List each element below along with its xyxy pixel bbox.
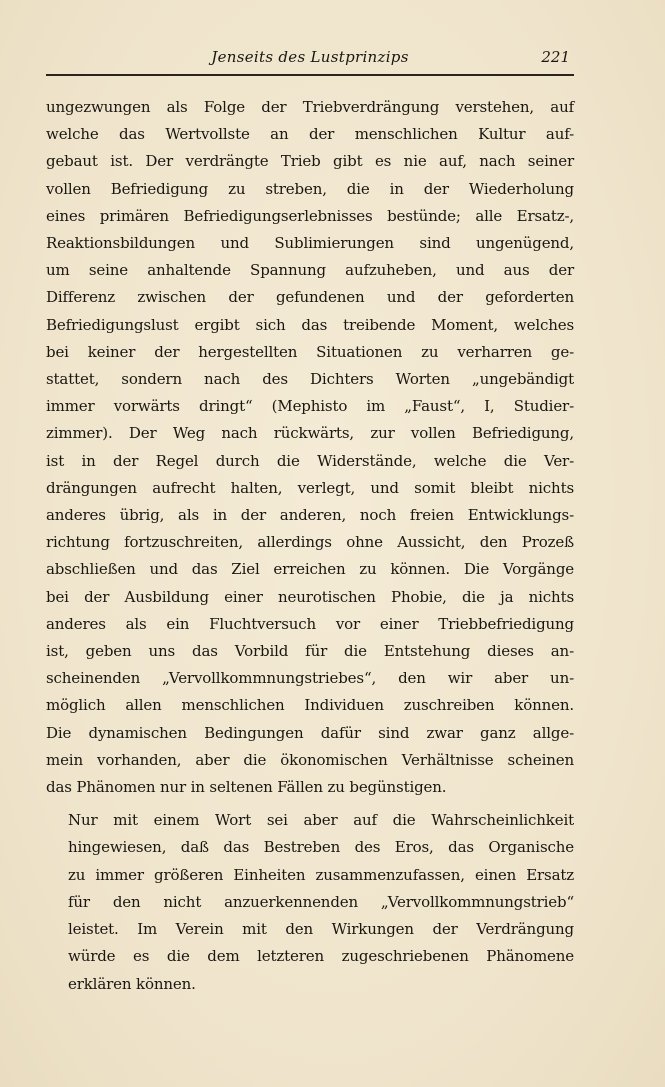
text-line: mein vorhanden, aber die ökonomischen Verhältnisse scheinen — [46, 750, 574, 769]
text-line: immer vorwärts dringt“ (Mephisto im „Faust“, I, Studier- — [46, 397, 574, 416]
running-title: Jenseits des Lustprinzips — [211, 48, 409, 66]
text-line: richtung fortzuschreiten, allerdings ohne Aussicht, den Prozeß — [46, 533, 574, 552]
text-line: leistet. Im Verein mit den Wirkungen der Verdrängung — [68, 920, 574, 939]
text-line: das Phänomen nur in seltenen Fällen zu begünstigen. — [46, 778, 447, 797]
text-line: anderes als ein Fluchtversuch vor einer Triebbefriedigung — [46, 614, 574, 633]
text-line: welche das Wertvollste an der menschlichen Kultur auf- — [46, 125, 574, 144]
body-text — [46, 94, 574, 998]
text-line: Reaktionsbildungen und Sublimierungen sind ungenügend, — [46, 234, 574, 253]
text-line: hingewiesen, daß das Bestreben des Eros, das Organische — [68, 838, 574, 857]
text-line: scheinenden „Vervollkommnungstriebes“, den wir aber un- — [46, 669, 574, 688]
header-rule — [46, 74, 574, 76]
text-line: drängungen aufrecht halten, verlegt, und somit bleibt nichts — [46, 478, 574, 497]
text-line: anderes übrig, als in der anderen, noch freien Entwicklungs- — [46, 506, 574, 525]
paragraph-2 — [46, 807, 574, 997]
text-line: für den nicht anzuerkennenden „Vervollkommnungstrieb“ — [68, 892, 574, 911]
text-line: abschließen und das Ziel erreichen zu können. Die Vorgänge — [46, 560, 574, 579]
paragraph-1 — [46, 94, 574, 801]
text-line: zimmer). Der Weg nach rückwärts, zur vollen Befriedigung, — [46, 424, 574, 443]
text-line: bei der Ausbildung einer neurotischen Phobie, die ja nichts — [46, 587, 574, 606]
text-line: ist, geben uns das Vorbild für die Entstehung dieses an- — [46, 642, 574, 661]
text-line: Differenz zwischen der gefundenen und der geforderten — [46, 288, 574, 307]
text-line: möglich allen menschlichen Individuen zuschreiben können. — [46, 696, 574, 715]
text-line: Die dynamischen Bedingungen dafür sind zwar ganz allge- — [46, 723, 574, 742]
text-line: erklären können. — [68, 974, 196, 993]
text-line: würde es die dem letzteren zugeschriebenen Phänomene — [68, 947, 574, 966]
text-line: ist in der Regel durch die Widerstände, welche die Ver- — [46, 451, 574, 470]
text-line: gebaut ist. Der verdrängte Trieb gibt es nie auf, nach seiner — [46, 152, 574, 171]
text-line: stattet, sondern nach des Dichters Worten „ungebändigt — [46, 370, 574, 389]
text-line: bei keiner der hergestellten Situationen zu verharren ge- — [46, 342, 574, 361]
text-line: ungezwungen als Folge der Triebverdrängung verstehen, auf — [46, 98, 574, 116]
text-line: um seine anhaltende Spannung aufzuheben, und aus der — [46, 261, 574, 280]
running-header — [46, 48, 574, 70]
text-line: Befriedigungslust ergibt sich das treibende Moment, welches — [46, 315, 574, 334]
page-number: 221 — [541, 48, 570, 66]
text-line: vollen Befriedigung zu streben, die in der Wiederholung — [46, 179, 574, 198]
text-line: Nur mit einem Wort sei aber auf die Wahrscheinlichkeit — [68, 811, 574, 830]
text-line: eines primären Befriedigungserlebnisses bestünde; alle Ersatz-, — [46, 206, 574, 225]
text-line: zu immer größeren Einheiten zusammenzufassen, einen Ersatz — [68, 865, 574, 884]
